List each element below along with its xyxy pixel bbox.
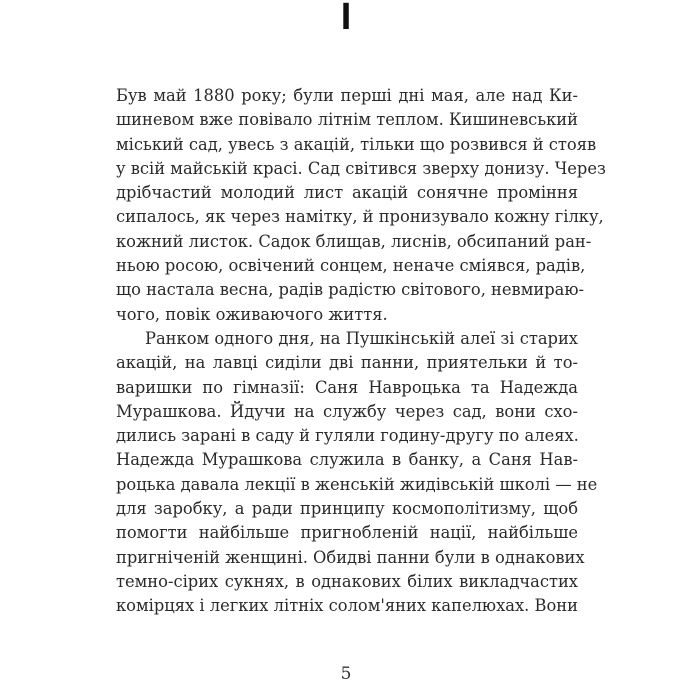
text-line: сипалось, як через намітку, й пронизувало кожну гілку, <box>116 207 604 227</box>
text-line: у всій майській красі. Сад світився зверху донизу. Через <box>116 158 606 178</box>
text-line: варишки по гімназії: Саня Навроцька та Надежда <box>116 377 578 397</box>
text-line: пригніченій женщині. Обидві панни були в однакових <box>116 547 585 567</box>
chapter-numeral: I <box>340 0 352 38</box>
text-line: комірцях і легких літніх солом'яних капелюхах. Вони <box>116 596 578 616</box>
text-line: Був май 1880 року; були перші дні мая, але над Ки- <box>116 86 578 105</box>
text-line: помогти найбільше пригнобленій нації, найбільше <box>116 523 578 543</box>
text-line: дились зарані в саду й гуляли годину-другу по алеях. <box>116 426 579 446</box>
body-text <box>116 84 606 619</box>
text-line: темно-сірих сукнях, в однакових білих викладчастих <box>116 571 578 591</box>
text-line: ньою росою, освічений сонцем, неначе сміявся, радів, <box>116 256 586 276</box>
text-line: для заробку, а ради принципу космополітизму, щоб <box>116 499 578 519</box>
text-line: Надежда Мурашкова служила в банку, а Саня Нав- <box>116 450 578 470</box>
text-line: роцька давала лекції в женській жидівській школі — не <box>116 474 598 494</box>
text-line: шиневом вже повівало літнім теплом. Кишиневський <box>116 110 578 130</box>
paragraph <box>116 327 598 619</box>
text-line: Ранком одного дня, на Пушкінській алеї зі старих <box>145 328 578 348</box>
text-line: акацій, на лавці сиділи дві панни, приятельки й то- <box>116 353 578 373</box>
text-line: кожний листок. Садок блищав, лиснів, обсипаний ран- <box>116 231 592 251</box>
text-line: дрібчастий молодий лист акацій сонячне проміння <box>116 183 578 203</box>
text-line: Мурашкова. Йдучи на службу через сад, вони схо- <box>116 401 578 421</box>
page-number: 5 <box>340 664 352 684</box>
text-line: міський сад, увесь з акацій, тільки що розвився й стояв <box>116 134 597 154</box>
paragraph <box>116 84 606 327</box>
text-line: чого, повік оживаючого життя. <box>116 304 388 324</box>
text-line: що настала весна, радів радістю світового, невмираю- <box>116 280 585 300</box>
